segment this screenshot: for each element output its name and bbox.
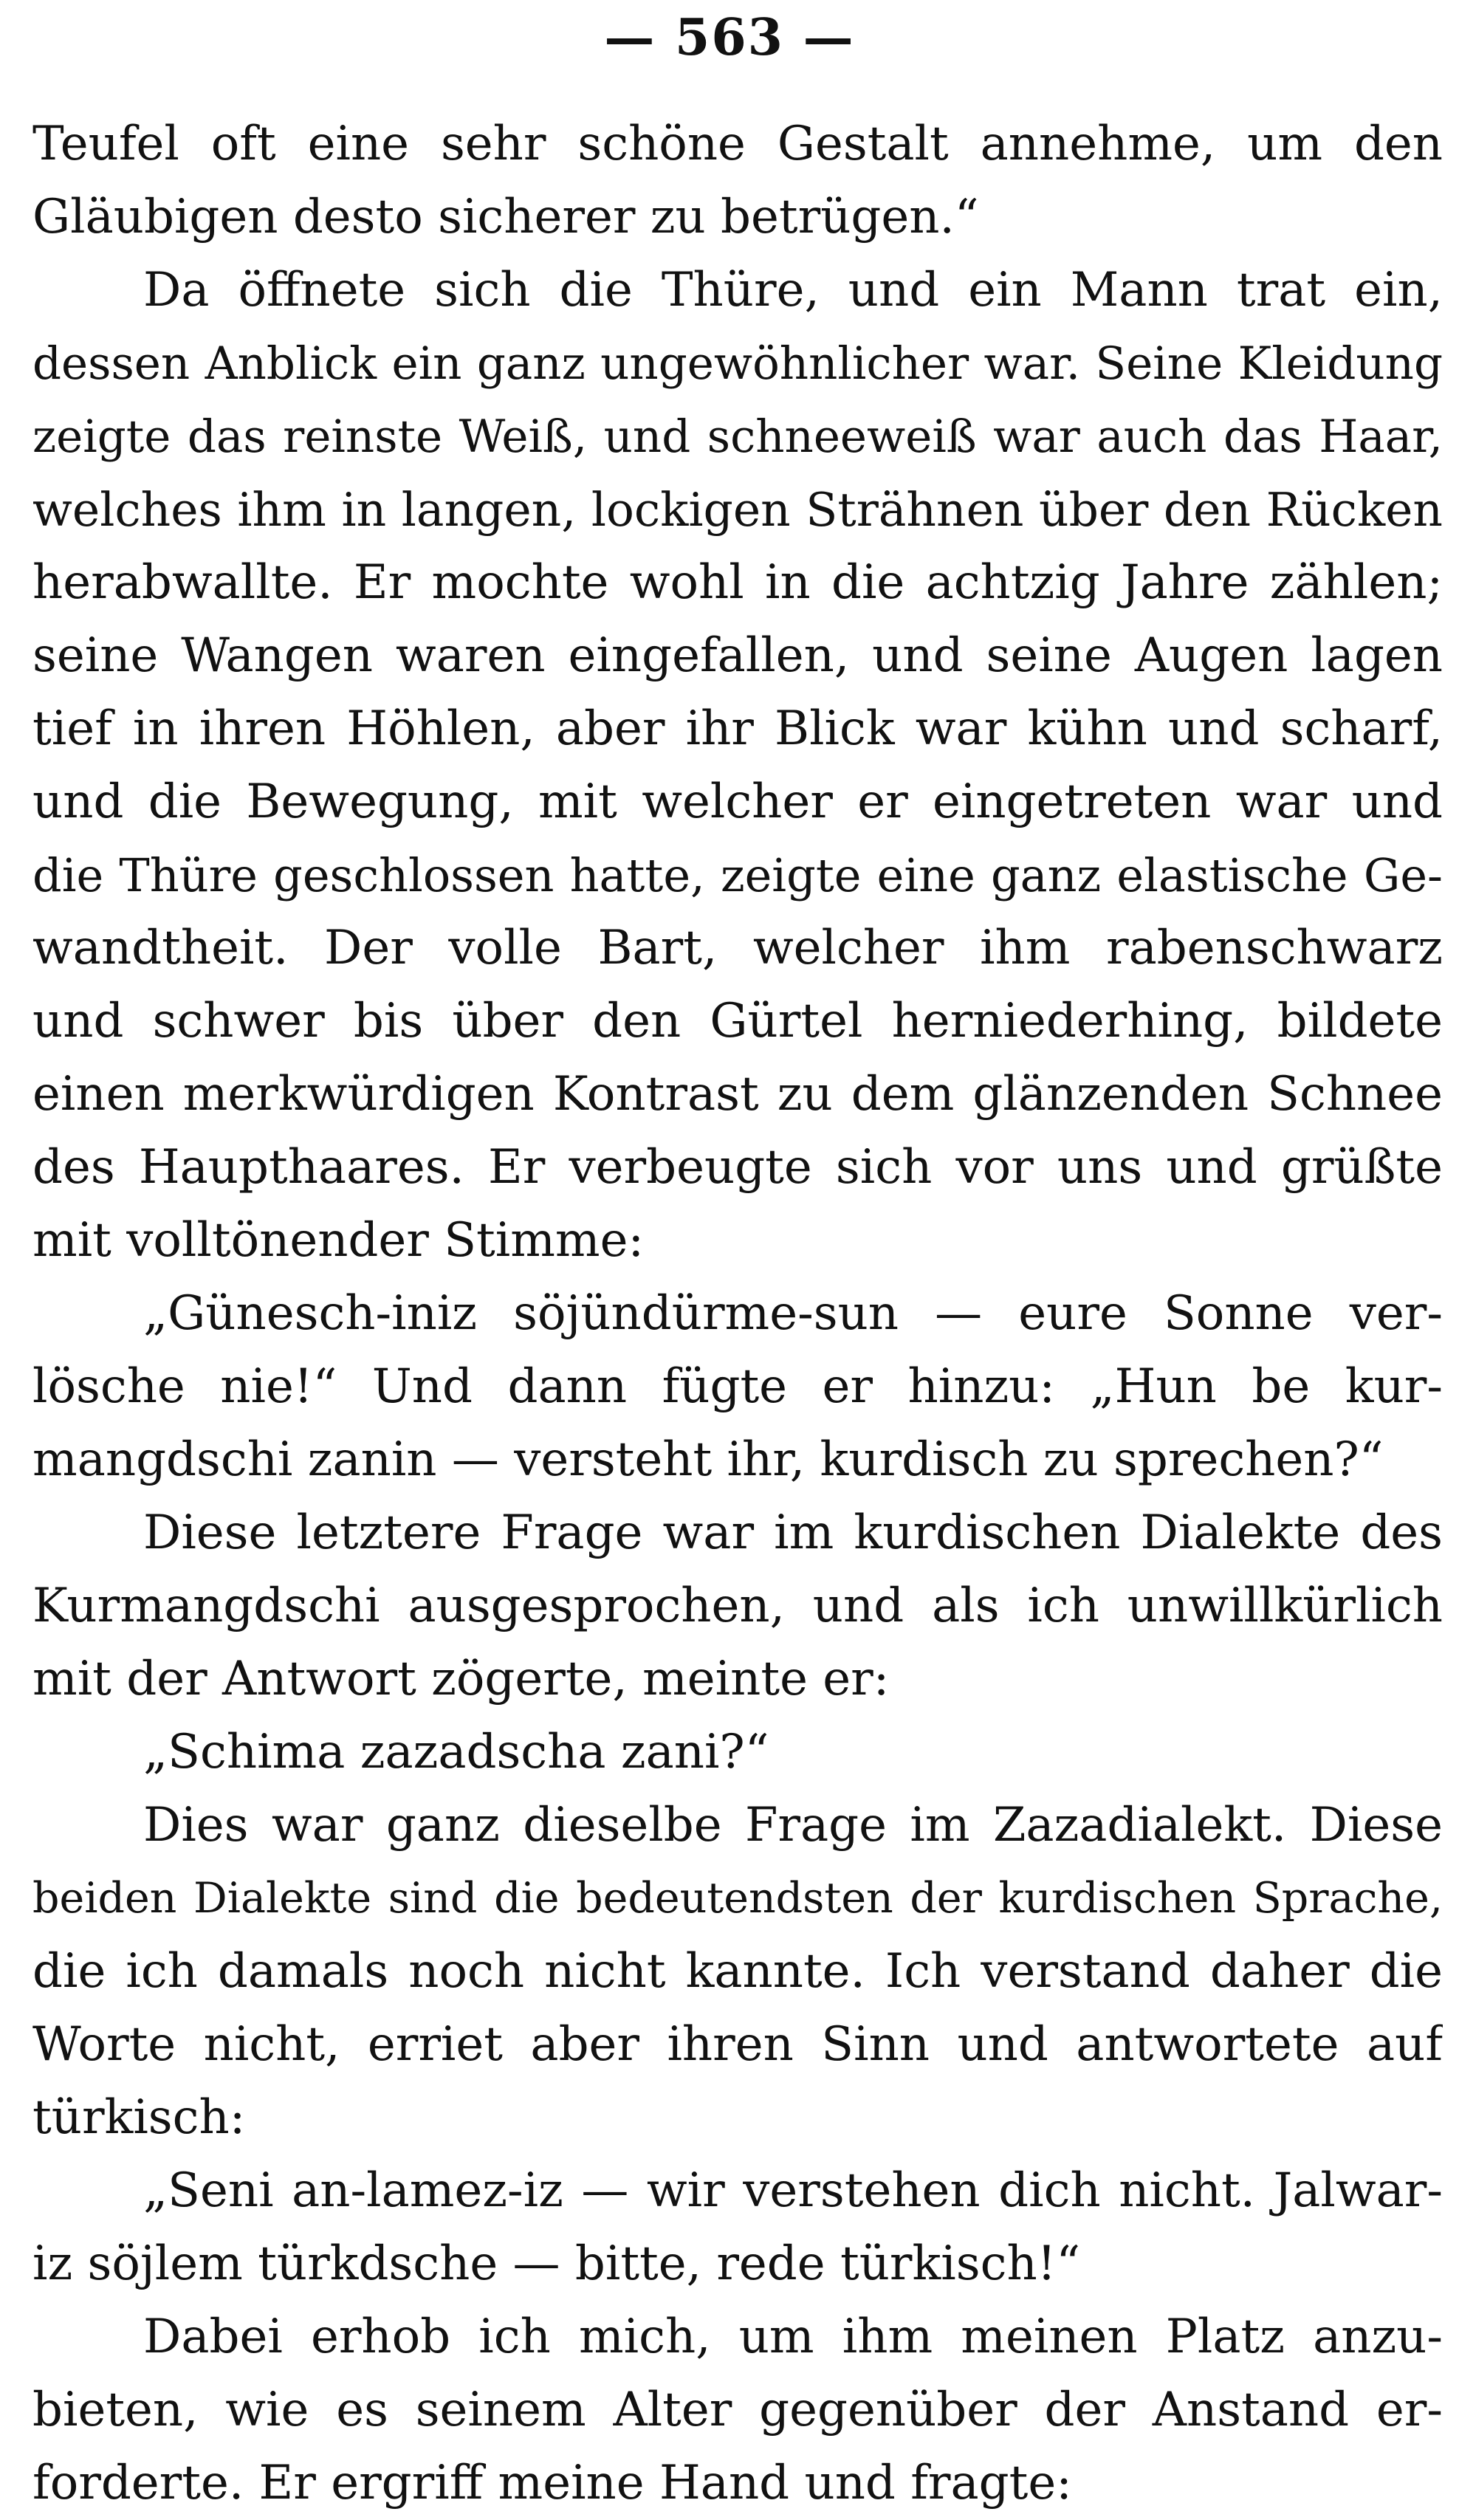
text-line: seine Wangen waren eingefallen, und seine Augen lagen	[32, 628, 1443, 683]
text-line: türkisch:	[32, 2090, 246, 2145]
text-line: und die Bewegung, mit welcher er eingetreten war und	[32, 775, 1443, 829]
text-line: Dies war ganz dieselbe Frage im Zazadialekt. Diese	[143, 1798, 1443, 1853]
text-line: wandtheit. Der volle Bart, welcher ihm rabenschwarz	[32, 921, 1443, 975]
text-line: forderte. Er ergriff meine Hand und fragte:	[32, 2456, 1072, 2510]
text-line: iz söjlem türkdsche — bitte, rede türkisch!“	[32, 2236, 1081, 2291]
body-text	[32, 108, 1443, 2520]
text-line: und schwer bis über den Gürtel herniederhing, bildete	[32, 994, 1443, 1048]
text-line: Worte nicht, erriet aber ihren Sinn und antwortete auf	[32, 2017, 1443, 2072]
text-line: Diese letztere Frage war im kurdischen Dialekte des	[143, 1506, 1443, 1560]
text-line: Kurmangdschi ausgesprochen, und als ich unwillkürlich	[32, 1579, 1443, 1633]
text-line: des Haupthaares. Er verbeugte sich vor uns und grüßte	[32, 1140, 1443, 1195]
text-line: mangdschi zanin — versteht ihr, kurdisch zu sprechen?“	[32, 1432, 1384, 1487]
text-line: mit volltönender Stimme:	[32, 1213, 645, 1268]
text-line: Da öffnete sich die Thüre, und ein Mann trat ein,	[143, 263, 1443, 317]
text-line: welches ihm in langen, lockigen Strähnen über den Rücken	[32, 483, 1443, 537]
page-number: — 563 —	[604, 8, 855, 67]
text-line: dessen Anblick ein ganz ungewöhnlicher war. Seine Kleidung	[32, 337, 1443, 390]
text-line: die ich damals noch nicht kannte. Ich verstand daher die	[32, 1944, 1443, 1999]
text-line: Dabei erhob ich mich, um ihm meinen Platz anzu-	[143, 2310, 1443, 2364]
text-line: bieten, wie es seinem Alter gegenüber der Anstand er-	[32, 2383, 1443, 2437]
text-line: mit der Antwort zögerte, meinte er:	[32, 1652, 890, 1706]
text-line: einen merkwürdigen Kontrast zu dem glänzenden Schnee	[32, 1067, 1443, 1122]
text-line: „Seni an-lamez-iz — wir verstehen dich nicht. Jalwar-	[143, 2163, 1443, 2218]
text-line: Teufel oft eine sehr schöne Gestalt annehme, um den	[32, 117, 1443, 171]
text-line: Gläubigen desto sicherer zu betrügen.“	[32, 190, 979, 244]
text-line: „Schima zazadscha zani?“	[143, 1725, 769, 1779]
text-line: die Thüre geschlossen hatte, zeigte eine ganz elastische Ge-	[32, 848, 1443, 902]
text-line: beiden Dialekte sind die bedeutendsten der kurdischen Sprache,	[32, 1874, 1443, 1923]
text-line: herabwallte. Er mochte wohl in die achtzig Jahre zählen;	[32, 555, 1443, 610]
text-line: zeigte das reinste Weiß, und schneeweiß war auch das Haar,	[32, 411, 1443, 463]
text-line: „Günesch-iniz söjündürme-sun — eure Sonne ver-	[143, 1286, 1443, 1341]
text-line: lösche nie!“ Und dann fügte er hinzu: „Hun be kur-	[32, 1359, 1443, 1414]
text-line: tief in ihren Höhlen, aber ihr Blick war kühn und scharf,	[32, 701, 1443, 756]
